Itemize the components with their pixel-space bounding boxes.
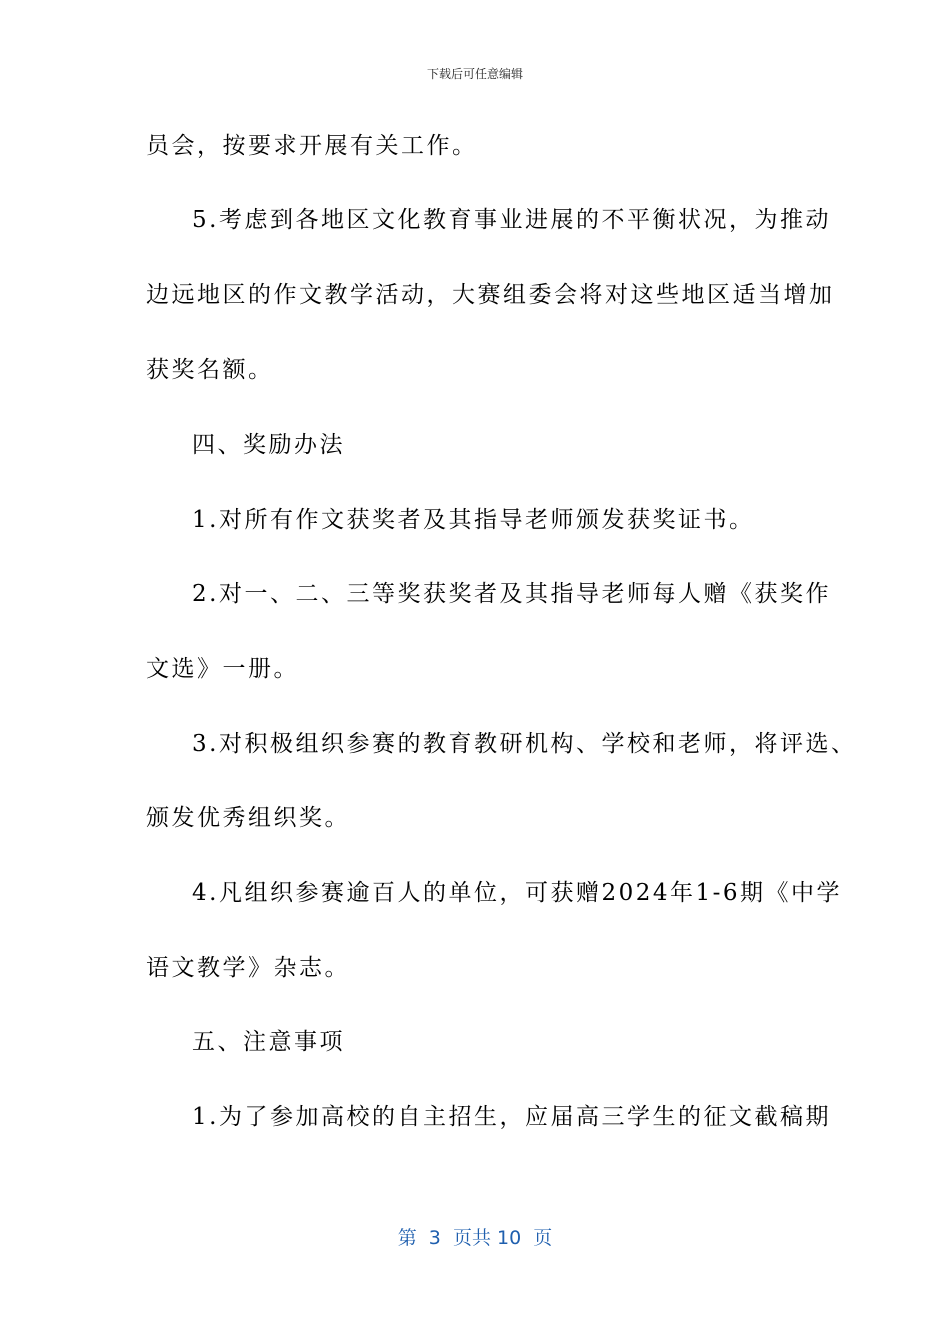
section-heading: 四、奖励办法: [192, 432, 345, 458]
section-heading: 五、注意事项: [192, 1029, 345, 1055]
body-line: 边远地区的作文教学活动，大赛组委会将对这些地区适当增加: [146, 282, 835, 308]
body-line: 颁发优秀组织奖。: [146, 805, 350, 831]
body-line: 5.考虑到各地区文化教育事业进展的不平衡状况，为推动: [192, 207, 831, 233]
body-line: 语文教学》杂志。: [146, 955, 350, 981]
body-line: 获奖名额。: [146, 357, 274, 383]
body-line: 1.对所有作文获奖者及其指导老师颁发获奖证书。: [192, 507, 755, 533]
body-line: 3.对积极组织参赛的教育教研机构、学校和老师，将评选、: [192, 731, 857, 757]
page-header: 下载后可任意编辑: [426, 67, 523, 81]
body-line: 文选》一册。: [146, 656, 299, 682]
body-line: 1.为了参加高校的自主招生，应届高三学生的征文截稿期: [192, 1104, 831, 1130]
body-line: 员会，按要求开展有关工作。: [146, 133, 478, 159]
body-line: 4.凡组织参赛逾百人的单位，可获赠2024年1-6期《中学: [192, 880, 843, 906]
body-line: 2.对一、二、三等奖获奖者及其指导老师每人赠《获奖作: [192, 581, 831, 607]
page-footer: 第 3 页共 10 页: [397, 1227, 553, 1249]
